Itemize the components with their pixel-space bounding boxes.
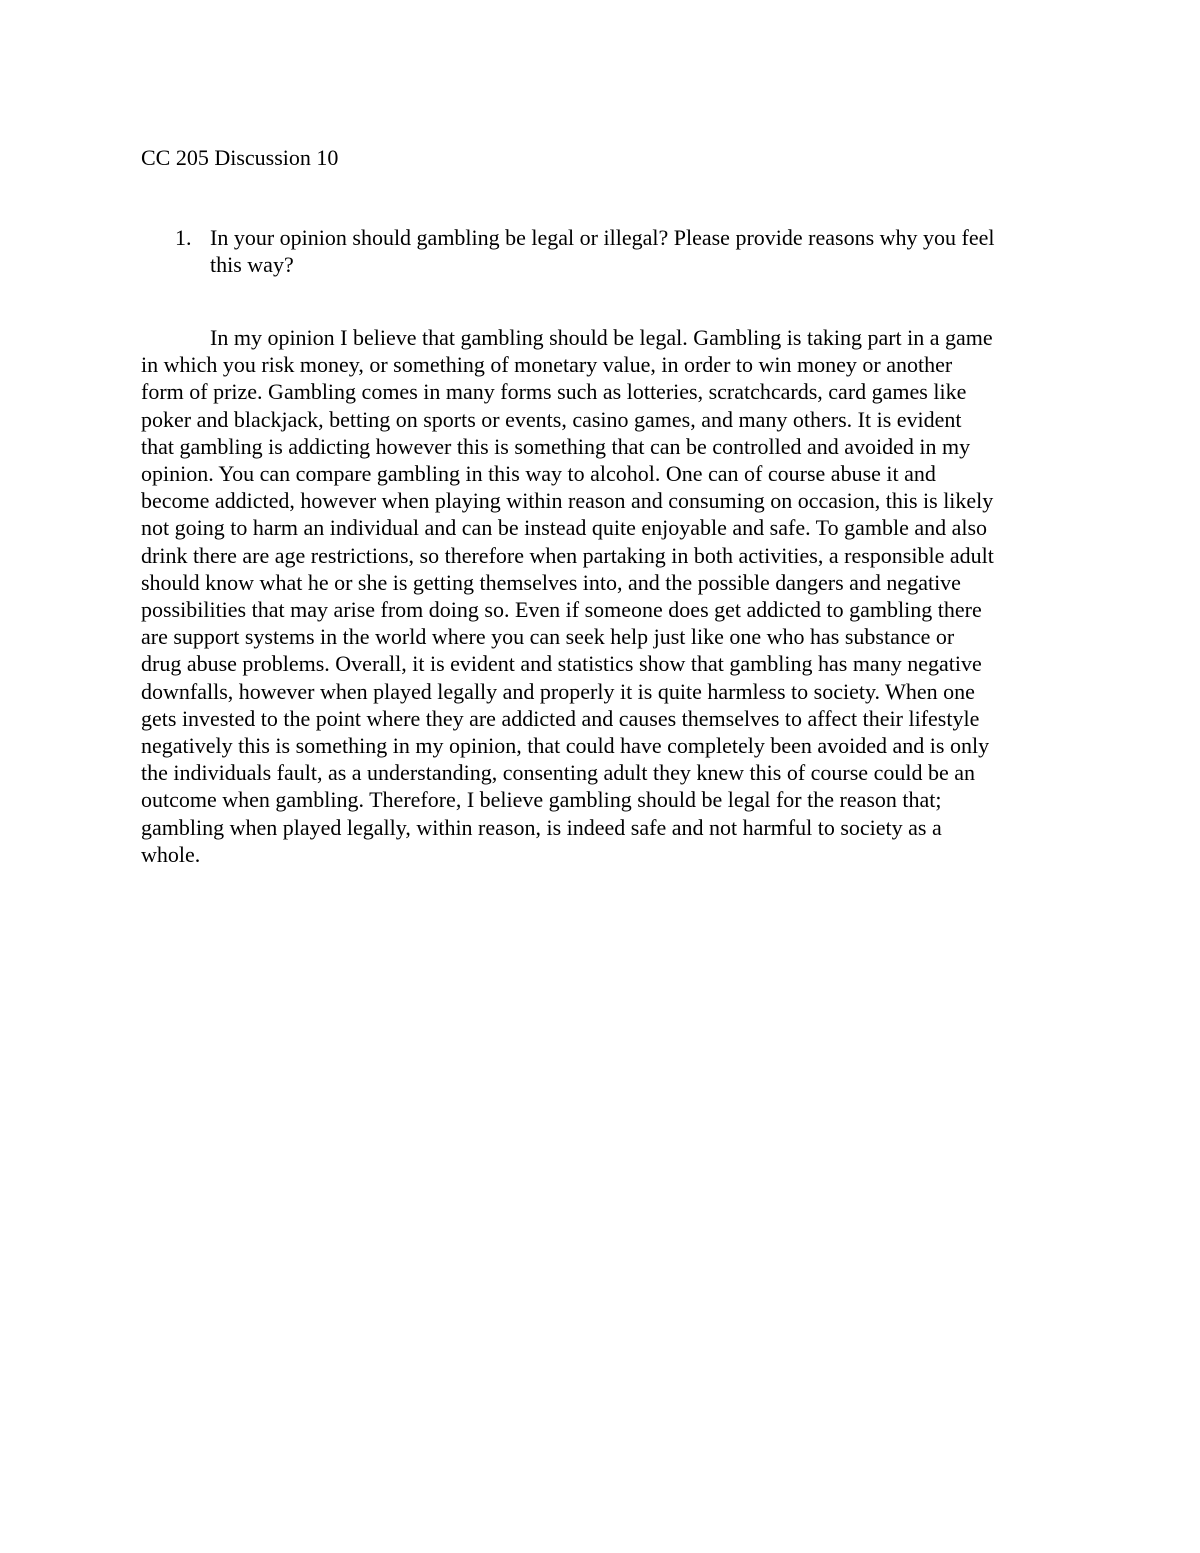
question-line: In your opinion should gambling be legal or illegal? Please provide reasons why you feel (210, 225, 995, 250)
document-title: CC 205 Discussion 10 (141, 145, 339, 170)
answer-line: in which you risk money, or something of monetary value, in order to win money or another (141, 352, 953, 378)
answer-line: drink there are age restrictions, so therefore when partaking in both activities, a responsible adult (141, 542, 994, 568)
answer-line: drug abuse problems. Overall, it is evident and statistics show that gambling has many negative (141, 651, 982, 677)
answer-line: negatively this is something in my opinion, that could have completely been avoided and is only (141, 733, 990, 759)
answer-line: gets invested to the point where they are addicted and causes themselves to affect their lifestyle (141, 705, 980, 731)
answer-paragraph (141, 324, 1061, 868)
answer-line: gambling when played legally, within reason, is indeed safe and not harmful to society as a (141, 814, 942, 840)
answer-line: form of prize. Gambling comes in many forms such as lotteries, scratchcards, card games like (141, 379, 967, 405)
question-line: this way? (210, 252, 294, 277)
answer-line: the individuals fault, as a understanding, consenting adult they knew this of course could be an (141, 760, 975, 786)
answer-line: become addicted, however when playing within reason and consuming on occasion, this is likely (141, 488, 994, 514)
question-text (210, 224, 994, 278)
answer-line: should know what he or she is getting themselves into, and the possible dangers and negative (141, 569, 961, 595)
answer-line: not going to harm an individual and can be instead quite enjoyable and safe. To gamble and also (141, 515, 988, 541)
question-number: 1. (175, 225, 192, 250)
answer-line: downfalls, however when played legally and properly it is quite harmless to society. When one (141, 678, 975, 704)
answer-line: are support systems in the world where you can seek help just like one who has substance or (141, 624, 955, 650)
answer-line: opinion. You can compare gambling in this way to alcohol. One can of course abuse it and (141, 461, 936, 487)
answer-line: In my opinion I believe that gambling should be legal. Gambling is taking part in a game (210, 325, 993, 350)
answer-line: poker and blackjack, betting on sports or events, casino games, and many others. It is evident (141, 406, 962, 432)
answer-line: that gambling is addicting however this is something that can be controlled and avoided in my (141, 433, 971, 459)
answer-line: possibilities that may arise from doing so. Even if someone does get addicted to gambling there (141, 597, 982, 623)
answer-line: outcome when gambling. Therefore, I believe gambling should be legal for the reason that; (141, 787, 942, 813)
answer-line: whole. (141, 841, 201, 867)
